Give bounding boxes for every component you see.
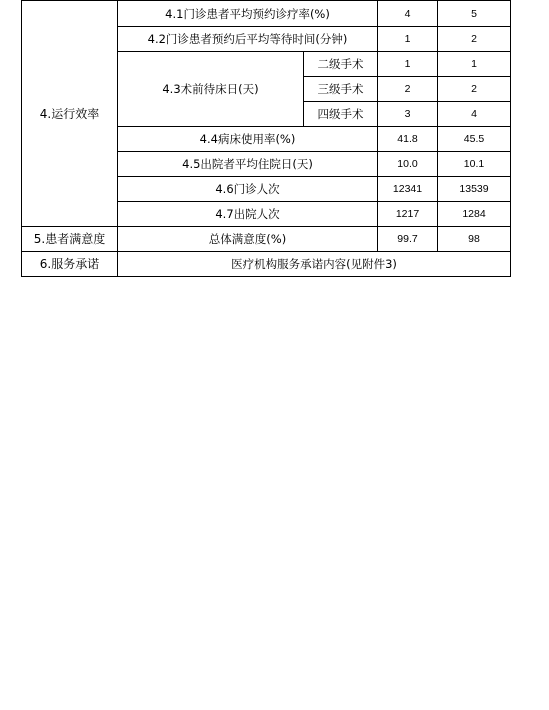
value-cell: 1 (378, 52, 438, 77)
row-label: 医疗机构服务承诺内容(见附件3) (118, 252, 511, 277)
sub-row-label: 三级手术 (304, 77, 378, 102)
category-patient-satisfaction: 5.患者满意度 (22, 227, 118, 252)
table-row (22, 227, 511, 252)
value-cell: 2 (438, 27, 511, 52)
row-label: 4.5出院者平均住院日(天) (118, 152, 378, 177)
value-cell: 41.8 (378, 127, 438, 152)
value-cell: 1 (378, 27, 438, 52)
row-label: 4.3术前待床日(天) (118, 52, 304, 127)
sub-row-label: 二级手术 (304, 52, 378, 77)
row-label: 总体满意度(%) (118, 227, 378, 252)
value-cell: 12341 (378, 177, 438, 202)
value-cell: 98 (438, 227, 511, 252)
value-cell: 10.0 (378, 152, 438, 177)
row-label: 4.1门诊患者平均预约诊疗率(%) (118, 1, 378, 27)
value-cell: 1 (438, 52, 511, 77)
row-label: 4.6门诊人次 (118, 177, 378, 202)
value-cell: 99.7 (378, 227, 438, 252)
value-cell: 3 (378, 102, 438, 127)
row-label: 4.4病床使用率(%) (118, 127, 378, 152)
table-row (22, 252, 511, 277)
performance-table (21, 0, 511, 277)
value-cell: 5 (438, 1, 511, 27)
row-label: 4.2门诊患者预约后平均等待时间(分钟) (118, 27, 378, 52)
value-cell: 1217 (378, 202, 438, 227)
value-cell: 10.1 (438, 152, 511, 177)
value-cell: 45.5 (438, 127, 511, 152)
value-cell: 4 (378, 1, 438, 27)
category-service-commitment: 6.服务承诺 (22, 252, 118, 277)
value-cell: 1284 (438, 202, 511, 227)
value-cell: 13539 (438, 177, 511, 202)
value-cell: 4 (438, 102, 511, 127)
sub-row-label: 四级手术 (304, 102, 378, 127)
table-row (22, 1, 511, 27)
category-operational-efficiency: 4.运行效率 (22, 1, 118, 227)
row-label: 4.7出院人次 (118, 202, 378, 227)
value-cell: 2 (438, 77, 511, 102)
value-cell: 2 (378, 77, 438, 102)
